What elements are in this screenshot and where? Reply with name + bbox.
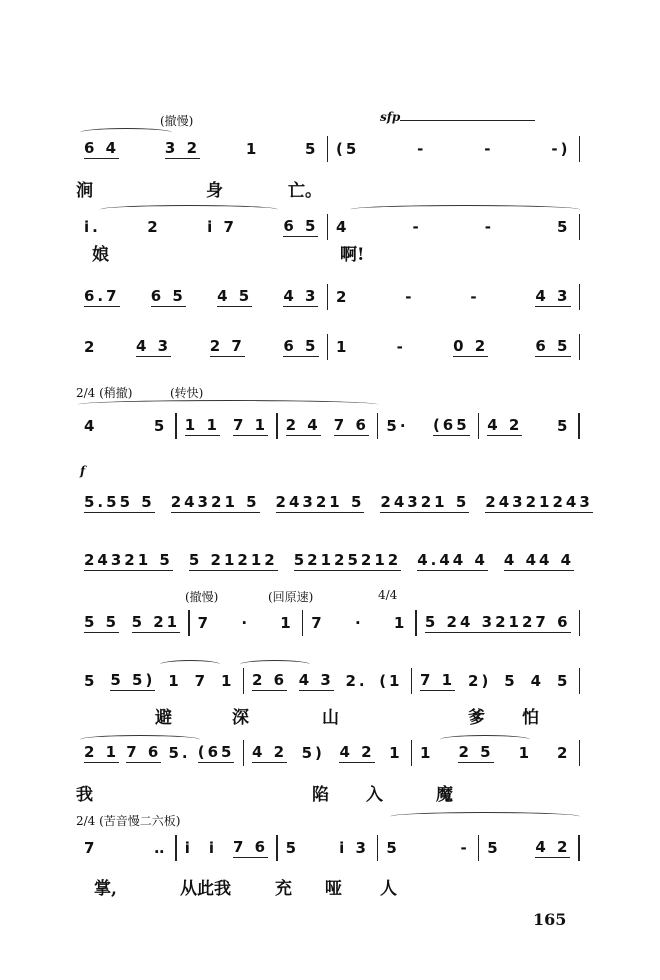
note-group: 2432 bbox=[275, 493, 330, 511]
note-group: 4 2 bbox=[339, 743, 375, 761]
staff-system bbox=[76, 214, 580, 240]
note-group: 5 bbox=[285, 838, 300, 857]
note-group: 4 3 bbox=[283, 287, 319, 305]
note-group: (65 bbox=[197, 743, 235, 761]
measure bbox=[177, 413, 276, 439]
measure bbox=[163, 490, 268, 516]
note-group: 5 bbox=[386, 838, 400, 857]
lyric: 掌, bbox=[94, 879, 117, 899]
note-group: 2 bbox=[557, 743, 571, 762]
note-group: 5 5 bbox=[84, 613, 120, 631]
note-group: 6.7 bbox=[84, 287, 120, 305]
note-group: 5 bbox=[557, 416, 571, 435]
note-group: 212 bbox=[495, 613, 536, 631]
note-group: 6 5 bbox=[535, 337, 571, 355]
note-group: ‥ bbox=[154, 838, 168, 857]
lyric: 我 bbox=[76, 785, 93, 805]
note-group: 2 bbox=[147, 217, 161, 236]
note-group: 5 bbox=[504, 671, 518, 690]
note-group: 3 2 bbox=[164, 139, 201, 157]
note-group: 4 4 bbox=[452, 551, 488, 569]
note-group: - bbox=[484, 217, 494, 236]
note-group: 2 6 bbox=[252, 671, 288, 689]
lyric: 深 bbox=[232, 708, 249, 728]
note-group: 2 7 bbox=[209, 337, 245, 355]
barline bbox=[579, 740, 581, 766]
note-group: i. bbox=[84, 217, 101, 236]
note-group: 4 3 bbox=[298, 671, 334, 689]
note-group: - bbox=[396, 337, 406, 356]
barline bbox=[579, 214, 581, 240]
note-group: 4 bbox=[530, 671, 545, 690]
note-group: 4 bbox=[336, 217, 350, 236]
measure bbox=[496, 548, 582, 574]
note-group: 7 bbox=[311, 613, 325, 632]
note-group: 4 3 bbox=[459, 613, 496, 631]
measure bbox=[177, 835, 276, 861]
note-group: 4 2 bbox=[487, 416, 523, 434]
note-group: 7 6 bbox=[232, 838, 269, 856]
note-group: 5.5 bbox=[84, 493, 120, 511]
lyric: 充 bbox=[275, 879, 292, 899]
lyric: 魔 bbox=[436, 785, 453, 805]
slur bbox=[160, 660, 220, 669]
tempo-mark: (回原速) bbox=[268, 590, 314, 604]
dynamic-mark: f bbox=[80, 464, 86, 478]
lyric: 娘 bbox=[92, 245, 109, 265]
note-group: 5212 bbox=[293, 551, 348, 569]
note-group: 1 5 bbox=[224, 493, 260, 511]
note-group: 5 bbox=[557, 217, 571, 236]
lyric: 入 bbox=[366, 785, 383, 805]
measure bbox=[76, 610, 188, 636]
measure bbox=[417, 610, 579, 636]
measure bbox=[76, 413, 175, 439]
measure bbox=[76, 490, 163, 516]
measure bbox=[479, 413, 578, 439]
note-group: 2432 bbox=[170, 493, 225, 511]
note-group: - bbox=[417, 139, 427, 158]
barline bbox=[579, 136, 581, 162]
note-group: 2 bbox=[84, 337, 98, 356]
note-group: i bbox=[184, 838, 193, 857]
note-group: 0 2 bbox=[453, 337, 489, 355]
note-group: 7 bbox=[84, 838, 98, 857]
measure bbox=[76, 835, 175, 861]
note-group: (65 bbox=[432, 416, 470, 434]
lyric: 陷 bbox=[312, 785, 329, 805]
lyric: 怕 bbox=[522, 708, 539, 728]
staff-system bbox=[76, 334, 580, 360]
note-group: 5 bbox=[557, 671, 571, 690]
measure bbox=[286, 548, 410, 574]
note-group: 6 4 bbox=[84, 139, 120, 157]
note-group: 5 2 bbox=[188, 551, 224, 569]
note-group: - bbox=[412, 217, 422, 236]
staff-system bbox=[76, 490, 593, 516]
tempo-mark: (转快) bbox=[170, 386, 204, 400]
slur bbox=[100, 205, 278, 214]
note-group: 4 3 bbox=[136, 337, 172, 355]
measure bbox=[372, 490, 477, 516]
measure bbox=[303, 610, 415, 636]
slur bbox=[80, 735, 200, 744]
slur bbox=[240, 660, 310, 669]
note-group: 2 1 bbox=[84, 743, 120, 761]
barline bbox=[579, 334, 581, 360]
note-group: 2) bbox=[468, 671, 492, 690]
lyric: 啊! bbox=[340, 245, 365, 265]
note-group: 7 6 bbox=[535, 613, 571, 631]
note-group: - bbox=[460, 838, 470, 857]
decrescendo-line bbox=[400, 120, 535, 121]
note-group: 7 1 bbox=[420, 671, 456, 689]
tempo-mark: (撤慢) bbox=[160, 114, 194, 128]
note-group: 7 bbox=[194, 671, 209, 690]
note-group: 5 bbox=[153, 416, 168, 435]
measure bbox=[76, 334, 327, 360]
note-group: 4 3 bbox=[535, 287, 571, 305]
slur bbox=[80, 128, 172, 137]
measure bbox=[328, 136, 579, 162]
slur bbox=[350, 205, 580, 214]
measure bbox=[181, 548, 286, 574]
dynamic-mark: sfp bbox=[380, 110, 401, 124]
note-group: 5 5) bbox=[110, 671, 156, 689]
note-group: 4 bbox=[84, 416, 98, 435]
note-group: · bbox=[241, 613, 251, 632]
note-group: 5 5 bbox=[119, 493, 155, 511]
note-group: 5212 bbox=[347, 551, 402, 569]
lyric: 哑 bbox=[325, 879, 342, 899]
note-group: 2. bbox=[345, 671, 368, 690]
measure bbox=[328, 214, 579, 240]
measure bbox=[76, 136, 327, 162]
note-group: 1 5 bbox=[137, 551, 173, 569]
measure bbox=[479, 835, 578, 861]
barline bbox=[578, 413, 580, 439]
note-group: 5 21 bbox=[131, 613, 181, 631]
note-group: 4 2 bbox=[535, 838, 571, 856]
note-group: 2 bbox=[336, 287, 350, 306]
note-group: 1243 bbox=[539, 493, 593, 511]
note-group: 1 bbox=[168, 671, 182, 690]
note-group: 6 5 bbox=[283, 217, 319, 235]
note-group: 5 bbox=[487, 838, 501, 857]
note-group: 1 bbox=[420, 743, 434, 762]
measure bbox=[244, 668, 411, 694]
staff-system bbox=[76, 413, 580, 439]
note-group: 7 1 bbox=[232, 416, 269, 434]
measure bbox=[76, 668, 243, 694]
note-group: 1 1 bbox=[184, 416, 220, 434]
lyric: 亡。 bbox=[288, 181, 322, 201]
time-signature: 4/4 bbox=[378, 588, 398, 602]
measure bbox=[477, 490, 601, 516]
note-group: 2432 bbox=[84, 551, 138, 569]
lyric: 山 bbox=[322, 708, 339, 728]
note-group: 2 5 bbox=[458, 743, 494, 761]
measure bbox=[409, 548, 496, 574]
note-group: 5 2 bbox=[424, 613, 460, 631]
staff-system bbox=[76, 136, 580, 162]
note-group: 1212 bbox=[223, 551, 278, 569]
measure bbox=[328, 334, 579, 360]
tempo-mark: (撤慢) bbox=[185, 590, 219, 604]
measure bbox=[328, 284, 579, 310]
measure bbox=[76, 548, 181, 574]
measure bbox=[244, 740, 411, 766]
note-group: 2432 bbox=[380, 493, 435, 511]
note-group: 1 bbox=[280, 613, 294, 632]
note-group: - bbox=[484, 139, 494, 158]
note-group: 1 bbox=[245, 139, 260, 158]
lyric: 避 bbox=[155, 708, 172, 728]
slur bbox=[78, 400, 378, 409]
note-group: 1 bbox=[518, 743, 533, 762]
note-group: 4 5 bbox=[217, 287, 253, 305]
note-group: (5 bbox=[336, 139, 360, 158]
measure bbox=[278, 835, 377, 861]
note-group: 1 5 bbox=[329, 493, 365, 511]
note-group: - bbox=[470, 287, 480, 306]
note-group: 4 4 bbox=[539, 551, 575, 569]
note-group: 6 5 bbox=[283, 337, 319, 355]
measure bbox=[76, 214, 327, 240]
measure bbox=[278, 413, 377, 439]
note-group: 1 bbox=[389, 743, 403, 762]
lyric: 从此我 bbox=[180, 879, 231, 899]
lyric: 人 bbox=[380, 879, 397, 899]
lyric: 涧 bbox=[76, 181, 93, 201]
lyric: 身 bbox=[206, 181, 223, 201]
note-group: · bbox=[354, 613, 364, 632]
note-group: -) bbox=[551, 139, 571, 158]
measure bbox=[76, 284, 327, 310]
note-group: 4 2 bbox=[252, 743, 288, 761]
note-group: 1 bbox=[336, 337, 350, 356]
note-group: 1 bbox=[393, 613, 408, 632]
measure bbox=[268, 490, 373, 516]
lyric: 爹 bbox=[468, 708, 485, 728]
note-group: 7 6 bbox=[333, 416, 369, 434]
staff-system bbox=[76, 668, 580, 694]
barline bbox=[579, 668, 581, 694]
slur bbox=[440, 735, 530, 744]
note-group: 2 4 bbox=[285, 416, 321, 434]
page-number: 165 bbox=[533, 910, 567, 929]
note-group: 5 bbox=[305, 139, 319, 158]
measure bbox=[378, 835, 477, 861]
note-group: 2432 bbox=[485, 493, 540, 511]
note-group: i bbox=[208, 838, 218, 857]
note-group: i 3 bbox=[339, 838, 369, 857]
slur bbox=[390, 812, 580, 821]
note-group: 4 4 bbox=[503, 551, 540, 569]
note-group: 4.4 bbox=[417, 551, 453, 569]
measure bbox=[412, 668, 579, 694]
staff-system bbox=[76, 284, 580, 310]
note-group: i 7 bbox=[207, 217, 237, 236]
note-group: 5· bbox=[386, 416, 409, 435]
note-group: 7 6 bbox=[126, 743, 162, 761]
measure bbox=[190, 610, 302, 636]
note-group: 5. bbox=[168, 743, 191, 762]
staff-system bbox=[76, 610, 580, 636]
tempo-mark: 2/4 (稍撤) bbox=[76, 386, 133, 400]
measure bbox=[378, 413, 477, 439]
note-group: 5) bbox=[301, 743, 325, 762]
note-group: 6 5 bbox=[150, 287, 186, 305]
staff-system bbox=[76, 835, 580, 861]
note-group: 1 bbox=[221, 671, 235, 690]
note-group: 5 bbox=[84, 671, 98, 690]
note-group: 7 bbox=[197, 613, 212, 632]
tempo-mark: 2/4 (苦音慢二六板) bbox=[76, 814, 181, 828]
staff-system bbox=[76, 548, 580, 574]
note-group: 1 5 bbox=[434, 493, 470, 511]
barline bbox=[579, 610, 581, 636]
barline bbox=[578, 835, 580, 861]
barline bbox=[579, 284, 581, 310]
note-group: - bbox=[405, 287, 415, 306]
note-group: (1 bbox=[379, 671, 403, 690]
